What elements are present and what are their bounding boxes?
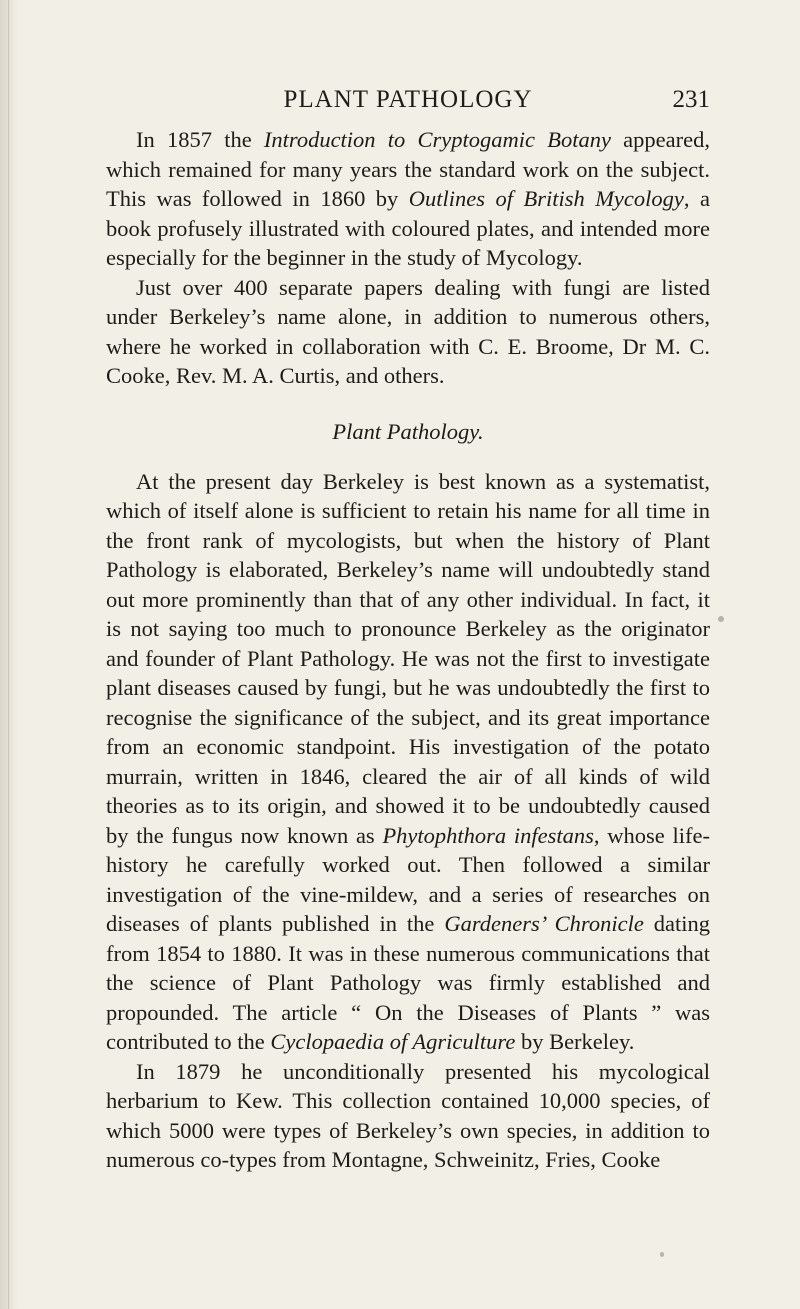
body-text (106, 125, 710, 1175)
paper-speck (660, 1252, 664, 1257)
paragraph-1 (106, 125, 710, 273)
paragraph-2 (106, 273, 710, 391)
periodical-title-italic: Gardeners’ Chronicle (444, 911, 644, 936)
paragraph-4 (106, 1057, 710, 1175)
text-run: In 1879 he unconditionally presented his mycological herbarium to Kew. This collection contained 10,000 species, of which 5000 were types of Berkeley’s own species, in addition to numerous co-types from Montagne, Schweinitz, Fries, Cooke (106, 1058, 710, 1172)
paper-speck (718, 616, 724, 622)
text-run: appeared, which remained for many years the standard work on the subject. This was followed in 1860 by (106, 127, 710, 211)
text-run: Just over 400 separate papers dealing with fungi are listed under Berkeley’s name alone, in addition to numerous others, where he worked in collaboration with C. E. Broome, Dr M. C. Cooke, Rev. M. A. Curtis, and others. (106, 274, 710, 388)
running-head: PLANT PATHOLOGY (283, 86, 533, 113)
species-name-italic: Phytophthora infestans (382, 822, 594, 848)
text-run: , a book profusely illustrated with coloured plates, and intended more especially for the beginner in the study of Mycology. (106, 186, 710, 270)
text-run: dating from 1854 to 1880. It was in these numerous communications that the science of Plant Pathology was firmly established and propounded. The article “ On the Diseases of Plants ” was contributed to the (106, 911, 711, 1054)
page-header (106, 86, 710, 116)
section-heading: Plant Pathology. (332, 418, 484, 444)
book-title-italic: Outlines of British Mycology (408, 186, 684, 211)
text-run: At the present day Berkeley is best known as a systematist, which of itself alone is sufficient to retain his name for all time in the front rank of mycologists, but when the history of Plant Pathology is elaborated, Berkeley’s name will undoubtedly stand out more prominently than that of any other individual. In fact, it is not saying too much to pronounce Berkeley as the originator and founder of Plant Pathology. He was not the first to investigate plant diseases caused by fungi, but he was undoubtedly the first to recognise the significance of the subject, and its great importance from an economic standpoint. His investigation of the potato murrain, written in 1846, cleared the air of all kinds of wild theories as to its origin, and showed it to be undoubtedly caused by the fungus now known as (106, 468, 710, 848)
page-gutter-shadow (0, 0, 18, 1309)
paragraph-3 (106, 467, 710, 1057)
text-run: by Berkeley. (515, 1029, 635, 1054)
gutter-line (8, 0, 9, 1309)
book-title-italic: Introduction to Cryptogamic Botany (263, 127, 611, 152)
text-run: , whose life-history he carefully worked out. Then followed a similar investigation of the vine-mildew, and a series of researches on diseases of plants published in the (106, 822, 710, 936)
page-number: 231 (672, 86, 710, 113)
text-run: In 1857 the (136, 127, 264, 152)
book-title-italic: Cyclopaedia of Agriculture (270, 1029, 516, 1054)
